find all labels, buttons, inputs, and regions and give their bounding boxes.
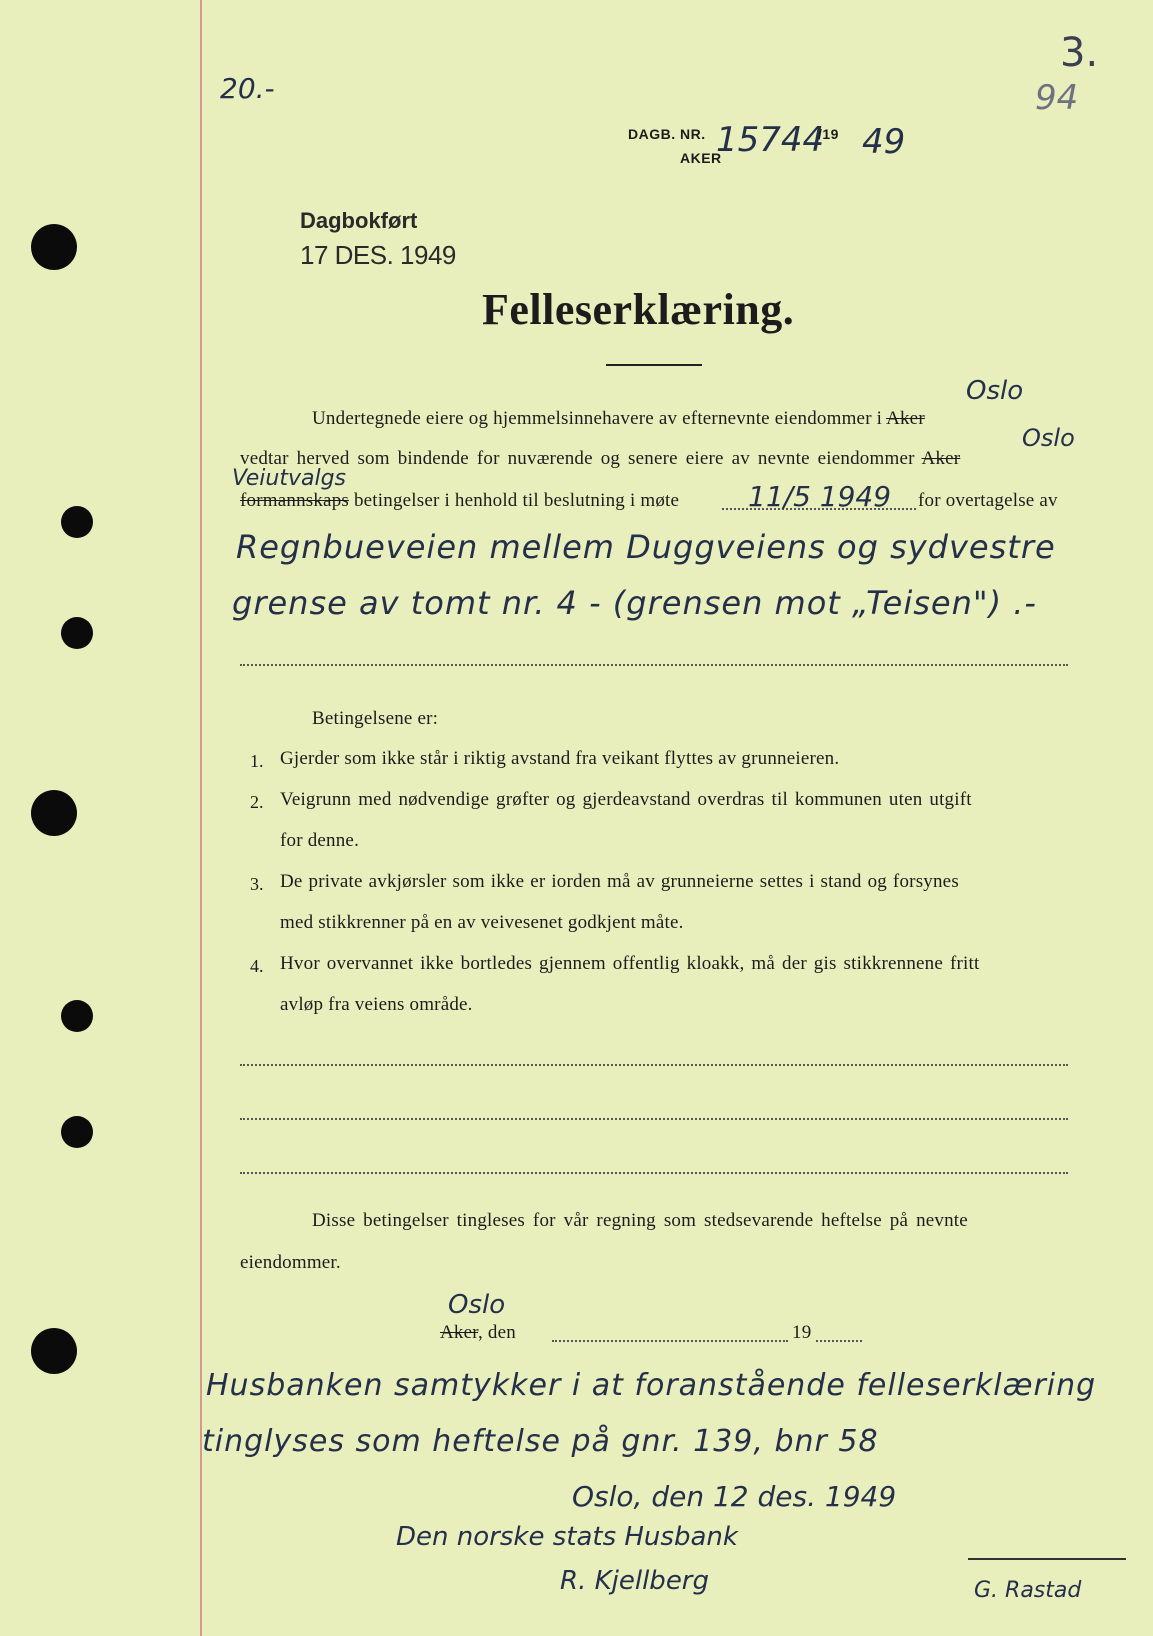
meeting-date: 11/5 1949 — [748, 480, 892, 513]
punch-hole — [61, 1116, 93, 1148]
place-correction: Oslo — [966, 376, 1024, 406]
punch-hole — [61, 1000, 93, 1032]
place-correction: Oslo — [1022, 424, 1075, 452]
annotation-place-date: Oslo, den 12 des. 1949 — [572, 1480, 897, 1513]
condition-2-line-2: for denne. — [280, 830, 360, 851]
road-description-1: Regnbueveien mellem Duggveiens og sydvestre — [236, 528, 1056, 566]
condition-3-line-2: med stikkrenner på en av veivesenet godkjent måte. — [280, 912, 684, 933]
registry-place: AKER — [680, 150, 722, 166]
condition-4-line-1: Hvor overvannet ikke bortledes gjennem offentlig kloakk, må der gis stikkrennene fritt — [280, 953, 980, 974]
signature-rule — [968, 1558, 1126, 1560]
bank-name: Den norske stats Husbank — [396, 1522, 738, 1552]
struck-place: Aker — [440, 1322, 479, 1343]
place-date-line: Aker, den — [440, 1322, 516, 1343]
registry-number: 15744 — [716, 120, 825, 160]
title-rule — [606, 364, 702, 366]
blank-line — [240, 1172, 1068, 1174]
registry-year-prefix: /19 — [818, 126, 839, 142]
registry-label: DAGB. NR. — [628, 126, 706, 142]
conditions-heading: Betingelsene er: — [312, 708, 439, 729]
condition-number: 2. — [250, 792, 264, 812]
condition-2-line-1: Veigrunn med nødvendige grøfter og gjerdeavstand overdras til kommunen uten utgift — [280, 789, 972, 810]
closing-line-2: eiendommer. — [240, 1252, 341, 1273]
intro-line-2: vedtar herved som bindende for nuværende og senere eiere av nevnte eiendommer Aker — [240, 448, 961, 469]
margin-rule — [200, 0, 202, 1636]
annotation-line-2: tinglyses som heftelse på gnr. 139, bnr 58 — [202, 1424, 879, 1459]
struck-place: Aker — [921, 448, 961, 469]
year-prefix: 19 — [792, 1322, 812, 1343]
date-line — [552, 1340, 788, 1342]
intro-line-1: Undertegnede eiere og hjemmelsinnehavere av efternevnte eiendommer i Aker — [312, 408, 925, 429]
year-line — [816, 1340, 862, 1342]
stamp-label: Dagbokført — [300, 208, 418, 233]
stamp-date: 17 DES. 1949 — [300, 240, 456, 270]
intro-line-3b: for overtagelse av — [918, 490, 1058, 511]
fee-note: 20.- — [220, 72, 275, 105]
place-correction: Oslo — [448, 1290, 506, 1320]
condition-1-line-1: Gjerder som ikke står i riktig avstand fra veikant flyttes av grunneieren. — [280, 748, 840, 769]
condition-number: 4. — [250, 956, 264, 976]
signature-1: R. Kjellberg — [560, 1566, 710, 1596]
struck-committee: formannskaps — [240, 490, 349, 511]
punch-hole — [61, 506, 93, 538]
closing-line-1: Disse betingelser tingleses for vår regning som stedsevarende heftelse på nevnte — [312, 1210, 968, 1231]
page-number: 3. — [1060, 30, 1099, 76]
punch-hole — [31, 224, 77, 270]
condition-3-line-1: De private avkjørsler som ikke er iorden må av grunneierne settes i stand og forsynes — [280, 871, 959, 892]
condition-4-line-2: avløp fra veiens område. — [280, 994, 473, 1015]
intro-line-3a: formannskaps betingelser i henhold til beslutning i møte — [240, 490, 680, 511]
annotation-line-1: Husbanken samtykker i at foranstående felleserklæring — [206, 1368, 1097, 1403]
punch-hole — [31, 790, 77, 836]
blank-line — [240, 1064, 1068, 1066]
road-description-2: grense av tomt nr. 4 - (grensen mot „Teisen") .- — [232, 584, 1037, 622]
struck-place: Aker — [886, 408, 925, 429]
punch-hole — [31, 1328, 77, 1374]
signature-2: G. Rastad — [974, 1578, 1082, 1603]
document-title: Felleserklæring. — [482, 285, 795, 334]
folio-number: 94 — [1035, 78, 1079, 118]
punch-hole — [61, 617, 93, 649]
registry-year: 49 — [862, 122, 906, 162]
blank-line — [240, 1118, 1068, 1120]
committee-correction: Veiutvalgs — [232, 466, 347, 491]
blank-line — [240, 664, 1068, 666]
condition-number: 1. — [250, 751, 264, 771]
condition-number: 3. — [250, 874, 264, 894]
